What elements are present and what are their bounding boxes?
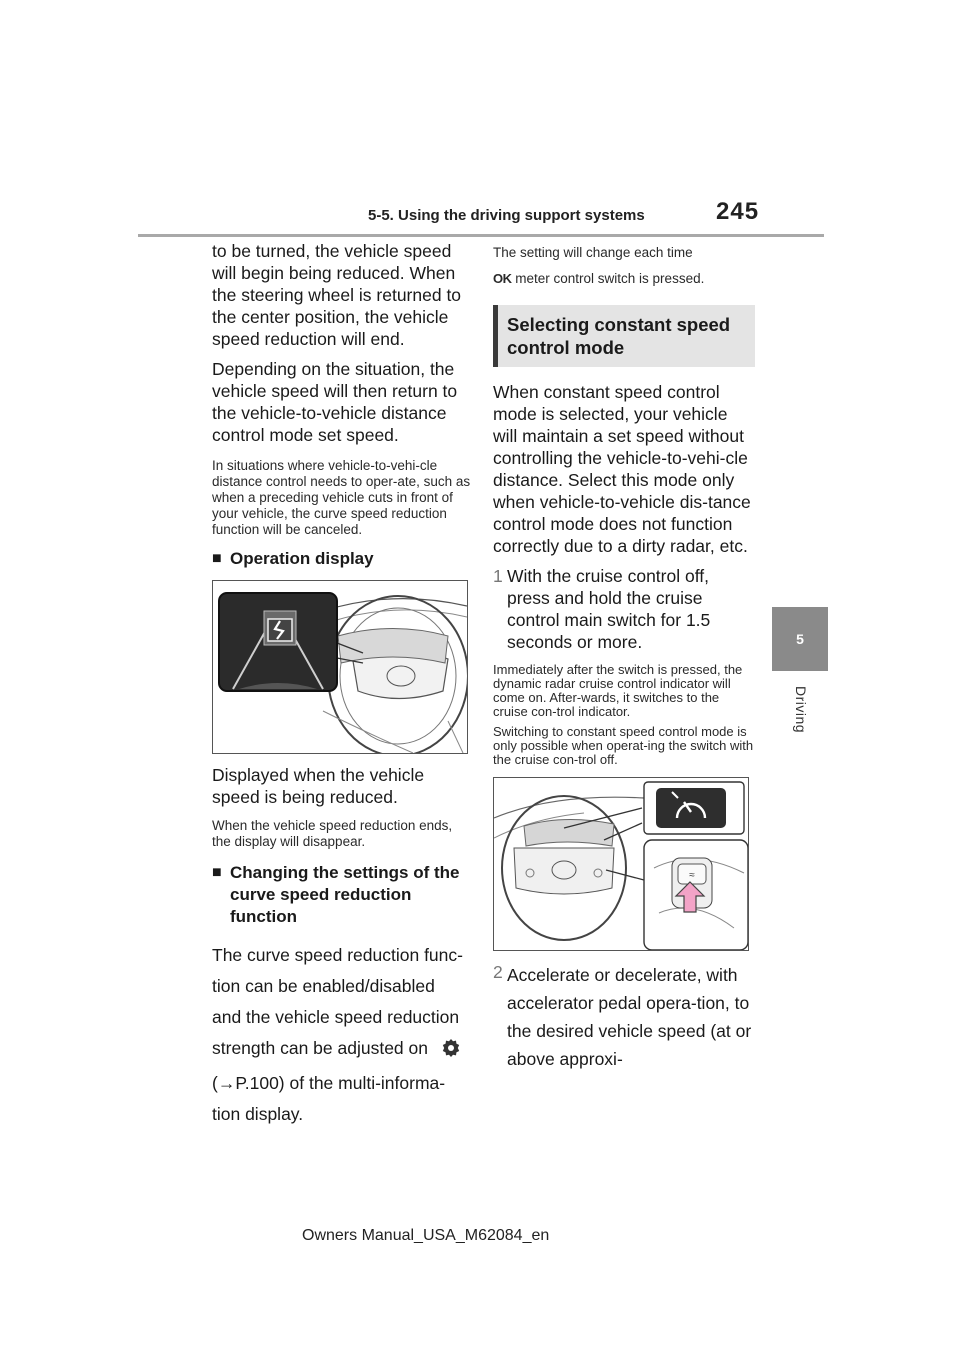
steering-switch-illustration <box>494 778 748 950</box>
settings-line: The curve speed reduction func- <box>212 945 463 965</box>
footer-manual-id: Owners Manual_USA_M62084_en <box>302 1227 550 1244</box>
figure-caption: Displayed when the vehicle speed is being reduced. <box>212 765 425 807</box>
note-paragraph: Immediately after the switch is pressed, the dynamic radar cruise control indicator will come on. After-wards, it switches to the cruise con-trol indicator. <box>493 662 743 719</box>
subheading-changing-settings: ■ Changing the settings of the curve speed reduction function <box>212 863 460 926</box>
body-paragraph: Depending on the situation, the vehicle speed will then return to the vehicle-to-vehicle distance control mode set speed. <box>212 359 458 445</box>
chapter-number: 5 <box>796 631 804 647</box>
settings-line: and the vehicle speed reduction <box>212 1007 460 1027</box>
settings-line: tion display. <box>212 1104 304 1124</box>
chapter-label: Driving <box>793 686 809 734</box>
operation-display-figure <box>212 580 468 754</box>
step-text: With the cruise control off, press and hold the cruise control main switch for 1.5 seconds or more. <box>507 566 711 652</box>
note-paragraph: The setting will change each time <box>493 245 693 260</box>
settings-line-with-icon: strength can be adjusted on <box>212 1033 474 1068</box>
section-title: 5-5. Using the driving support systems <box>368 207 645 224</box>
left-column <box>212 240 474 1130</box>
subheading-operation-display: ■ Operation display <box>212 549 374 568</box>
square-bullet-icon: ■ <box>212 550 222 567</box>
settings-line: tion can be enabled/disabled <box>212 976 435 996</box>
page-number: 245 <box>716 198 760 225</box>
note-paragraph: In situations where vehicle-to-vehi-cle distance control needs to oper-ate, such as when a preceding vehicle cuts in front of your vehicle, the curve speed reduction function will be canceled. <box>212 458 471 537</box>
gear-icon <box>441 1037 461 1068</box>
dashboard-illustration <box>213 581 467 753</box>
header-rule <box>138 234 824 237</box>
body-paragraph: to be turned, the vehicle speed will begin being reduced. When the steering wheel is returned to the center position, the vehicle speed reduction will end. <box>212 241 462 349</box>
ok-button-icon: OK <box>493 271 512 286</box>
body-paragraph: When constant speed control mode is selected, your vehicle will maintain a set speed without controlling the vehicle-to-vehi-cle distance. Select this mode only when vehicle-to-vehicle dis-tance control mode does not function correctly due to a dirty radar, etc. <box>493 382 751 556</box>
section-heading: Selecting constant speed control mode <box>493 305 755 367</box>
note-paragraph: OK meter control switch is pressed. <box>493 271 705 286</box>
step-number: 1 <box>493 566 503 586</box>
step-1 <box>493 565 755 653</box>
chapter-tab <box>772 607 828 671</box>
note-paragraph: When the vehicle speed reduction ends, the display will disappear. <box>212 818 453 849</box>
cruise-switch-figure <box>493 777 749 951</box>
step-number: 2 <box>493 962 503 982</box>
right-column <box>493 245 755 1083</box>
note-paragraph: Switching to constant speed control mode is only possible when operat-ing the switch with the cruise con-trol off. <box>493 724 754 767</box>
step-2 <box>493 961 755 1073</box>
step-text: Accelerate or decelerate, with accelerator pedal opera-tion, to the desired vehicle speed (at or above approxi- <box>507 965 752 1069</box>
svg-text:≈: ≈ <box>689 870 695 881</box>
settings-line: (→P.100) of the multi-informa- <box>212 1073 446 1093</box>
square-bullet-icon: ■ <box>212 864 222 881</box>
